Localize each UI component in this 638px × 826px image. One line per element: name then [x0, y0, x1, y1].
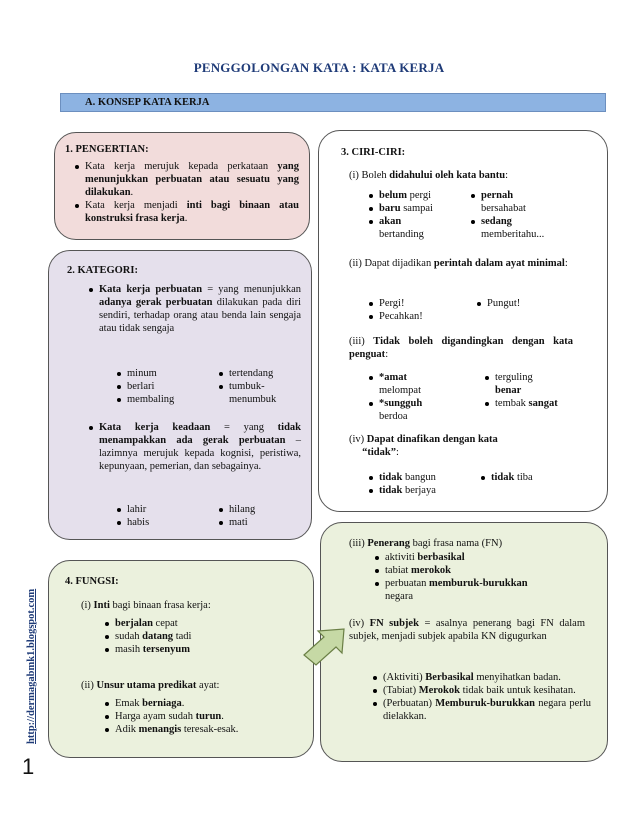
pengertian-list — [73, 160, 299, 225]
list-item: (Tabiat) Merokok tidak baik untuk kesihatan. — [371, 684, 591, 697]
fungsi-i: (i) Inti bagi binaan frasa kerja: — [81, 600, 211, 611]
ciri-iii: (iii) Tidak boleh digandingkan dengan kata penguat: — [349, 336, 574, 360]
pengertian-heading: 1. PENGERTIAN: — [65, 144, 149, 155]
kategori-box — [48, 250, 312, 540]
fungsi-ii-list — [103, 697, 238, 736]
penerang-box — [320, 522, 608, 762]
page-title: PENGGOLONGAN KATA : KATA KERJA — [193, 60, 445, 75]
keadaan-examples-col2 — [217, 503, 255, 529]
list-item: sedang memberitahu... — [469, 215, 601, 241]
kategori-list — [87, 283, 301, 335]
list-item: *amat melompat — [367, 371, 463, 397]
arrow-icon — [300, 625, 350, 667]
list-item: membaling — [115, 393, 174, 406]
list-item: terguling benar — [483, 371, 603, 397]
ciri-ii-col2 — [475, 297, 520, 310]
list-item: Emak berniaga. — [103, 697, 238, 710]
fungsi-box — [48, 560, 314, 758]
kategori-perbuatan: Kata kerja perbuatan = yang menunjukkan adanya gerak perbuatan dilakukan pada diri sendiri, terhadap orang atau benda lain sengaja atau tidak sengaja — [87, 283, 301, 335]
ciri-iii-col1 — [367, 371, 463, 423]
pengertian-box — [54, 132, 310, 240]
list-item: minum — [115, 367, 174, 380]
list-item: Adik menangis teresak-esak. — [103, 723, 238, 736]
list-item: *sungguh berdoa — [367, 397, 463, 423]
list-item: Pecahkan! — [367, 310, 423, 323]
list-item: belum pergi — [367, 189, 463, 202]
list-item: Kata kerja menjadi inti bagi binaan atau konstruksi frasa kerja. — [73, 199, 299, 225]
list-item: tembak sangat — [483, 397, 603, 410]
fungsi-i-list — [103, 617, 191, 656]
kategori-keadaan-list — [87, 421, 301, 473]
list-item: Kata kerja merujuk kepada perkataan yang menunjukkan perbuatan atau sesuatu yang dilakukan. — [73, 160, 299, 199]
ciri-iv-col1 — [367, 471, 436, 497]
penerang-iv: (iv) FN subjek = asalnya penerang bagi FN dalam subjek, menjadi subjek apabila KN digugurkan — [349, 618, 585, 642]
list-item: tidak bangun — [367, 471, 436, 484]
list-item: mati — [217, 516, 255, 529]
ciri-iv: (iv) Dapat dinafikan dengan kata “tidak”: — [349, 434, 498, 458]
list-item: tidak berjaya — [367, 484, 436, 497]
ciri-box — [318, 130, 608, 512]
ciri-i-col2 — [469, 189, 601, 241]
list-item: Harga ayam sudah turun. — [103, 710, 238, 723]
list-item: tumbuk-menumbuk — [217, 380, 303, 406]
list-item: akan bertanding — [367, 215, 463, 241]
list-item: aktiviti berbasikal — [373, 551, 549, 564]
list-item: berlari — [115, 380, 174, 393]
list-item: tidak tiba — [479, 471, 533, 484]
blog-url-link[interactable]: http://dermagabmk1.blogspot.com — [26, 588, 37, 744]
penerang-iii-list — [373, 551, 549, 603]
list-item: Pungut! — [475, 297, 520, 310]
penerang-iv-list — [371, 671, 591, 723]
list-item: lahir — [115, 503, 149, 516]
keadaan-examples-col1 — [115, 503, 149, 529]
list-item: sudah datang tadi — [103, 630, 191, 643]
ciri-iv-col2 — [479, 471, 533, 484]
ciri-iii-col2 — [483, 371, 603, 410]
list-item: berjalan cepat — [103, 617, 191, 630]
list-item: tertendang — [217, 367, 303, 380]
list-item: baru sampai — [367, 202, 463, 215]
list-item: masih tersenyum — [103, 643, 191, 656]
list-item: hilang — [217, 503, 255, 516]
perbuatan-examples-col2 — [217, 367, 303, 406]
list-item: (Aktiviti) Berbasikal menyihatkan badan. — [371, 671, 591, 684]
list-item: pernah bersahabat — [469, 189, 601, 215]
list-item: perbuatan memburuk-burukkan negara — [373, 577, 549, 603]
kategori-heading: 2. KATEGORI: — [67, 265, 138, 276]
list-item: (Perbuatan) Memburuk-burukkan negara perlu dielakkan. — [371, 697, 591, 723]
perbuatan-examples-col1 — [115, 367, 174, 406]
ciri-i: (i) Boleh didahului oleh kata bantu: — [349, 170, 509, 181]
list-item: tabiat merokok — [373, 564, 549, 577]
kategori-keadaan: Kata kerja keadaan = yang tidak menampakkan ada gerak perbuatan – lazimnya merujuk kepada kognisi, peristiwa, kepunyaan, pemerian, dan sebagainya. — [87, 421, 301, 473]
list-item: Pergi! — [367, 297, 423, 310]
fungsi-heading: 4. FUNGSI: — [65, 576, 119, 587]
ciri-heading: 3. CIRI-CIRI: — [341, 147, 406, 158]
penerang-iii: (iii) Penerang bagi frasa nama (FN) — [349, 538, 503, 549]
fungsi-ii: (ii) Unsur utama predikat ayat: — [81, 680, 220, 691]
page-number: 1 — [22, 754, 35, 779]
ciri-i-col1 — [367, 189, 463, 241]
ciri-ii: (ii) Dapat dijadikan perintah dalam ayat minimal: — [349, 258, 568, 269]
list-item: habis — [115, 516, 149, 529]
ciri-ii-col1 — [367, 297, 423, 323]
section-a-heading: A. KONSEP KATA KERJA — [60, 93, 606, 112]
